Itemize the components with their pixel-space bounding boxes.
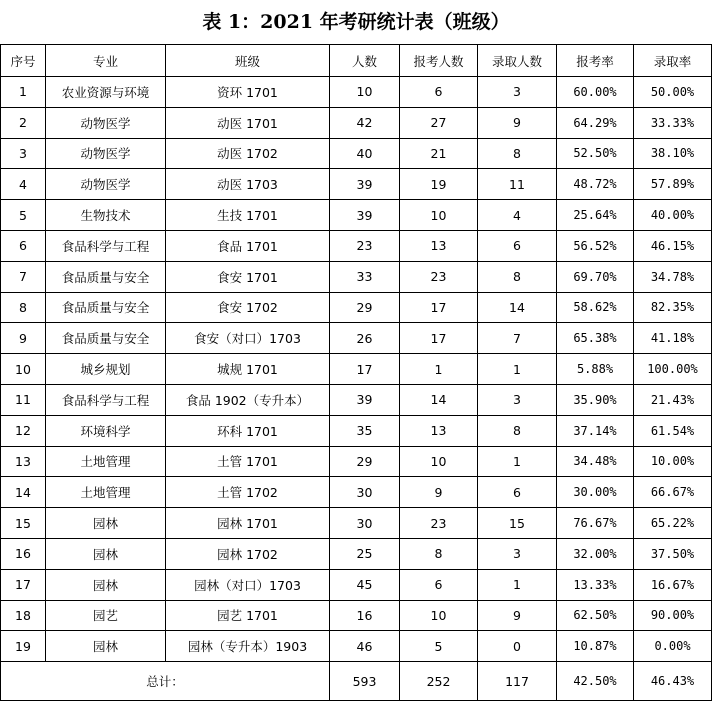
people-cell: 17 xyxy=(330,354,400,385)
table-row xyxy=(1,415,712,446)
applied-cell: 21 xyxy=(400,138,478,169)
table-row xyxy=(1,138,712,169)
admit-rate-cell: 57.89% xyxy=(634,169,712,200)
applied-cell: 17 xyxy=(400,292,478,323)
admit-rate-cell: 82.35% xyxy=(634,292,712,323)
table-row xyxy=(1,538,712,569)
applied-cell: 9 xyxy=(400,477,478,508)
people-cell: 29 xyxy=(330,292,400,323)
table-row xyxy=(1,323,712,354)
header-cell: 报考人数 xyxy=(400,45,478,77)
major-cell: 动物医学 xyxy=(46,107,166,138)
total-admit-rate: 46.43% xyxy=(634,662,712,701)
major-cell: 园林 xyxy=(46,569,166,600)
class-cell: 动医 1703 xyxy=(166,169,330,200)
class-cell: 食安 1701 xyxy=(166,261,330,292)
row-index: 19 xyxy=(1,631,46,662)
people-cell: 16 xyxy=(330,600,400,631)
table-row xyxy=(1,292,712,323)
major-cell: 食品质量与安全 xyxy=(46,323,166,354)
header-cell: 录取人数 xyxy=(478,45,557,77)
admit-rate-cell: 37.50% xyxy=(634,538,712,569)
major-cell: 土地管理 xyxy=(46,477,166,508)
apply-rate-cell: 25.64% xyxy=(557,200,634,231)
admit-rate-cell: 41.18% xyxy=(634,323,712,354)
row-index: 10 xyxy=(1,354,46,385)
applied-cell: 5 xyxy=(400,631,478,662)
apply-rate-cell: 37.14% xyxy=(557,415,634,446)
people-cell: 42 xyxy=(330,107,400,138)
table-row xyxy=(1,77,712,108)
applied-cell: 27 xyxy=(400,107,478,138)
class-cell: 城规 1701 xyxy=(166,354,330,385)
row-index: 18 xyxy=(1,600,46,631)
major-cell: 动物医学 xyxy=(46,138,166,169)
apply-rate-cell: 35.90% xyxy=(557,384,634,415)
admit-rate-cell: 10.00% xyxy=(634,446,712,477)
people-cell: 30 xyxy=(330,508,400,539)
applied-cell: 13 xyxy=(400,415,478,446)
people-cell: 25 xyxy=(330,538,400,569)
people-cell: 10 xyxy=(330,77,400,108)
table-row xyxy=(1,508,712,539)
people-cell: 46 xyxy=(330,631,400,662)
admit-rate-cell: 21.43% xyxy=(634,384,712,415)
row-index: 6 xyxy=(1,230,46,261)
row-index: 13 xyxy=(1,446,46,477)
people-cell: 40 xyxy=(330,138,400,169)
class-cell: 食品 1701 xyxy=(166,230,330,261)
major-cell: 食品质量与安全 xyxy=(46,292,166,323)
applied-cell: 10 xyxy=(400,600,478,631)
major-cell: 农业资源与环境 xyxy=(46,77,166,108)
header-row xyxy=(1,45,712,77)
apply-rate-cell: 52.50% xyxy=(557,138,634,169)
table-row xyxy=(1,600,712,631)
total-label: 总计： xyxy=(1,662,330,701)
applied-cell: 8 xyxy=(400,538,478,569)
row-index: 7 xyxy=(1,261,46,292)
applied-cell: 23 xyxy=(400,508,478,539)
total-applied: 252 xyxy=(400,662,478,701)
major-cell: 食品科学与工程 xyxy=(46,230,166,261)
admit-rate-cell: 90.00% xyxy=(634,600,712,631)
admitted-cell: 4 xyxy=(478,200,557,231)
row-index: 5 xyxy=(1,200,46,231)
row-index: 11 xyxy=(1,384,46,415)
row-index: 8 xyxy=(1,292,46,323)
applied-cell: 19 xyxy=(400,169,478,200)
major-cell: 动物医学 xyxy=(46,169,166,200)
admit-rate-cell: 40.00% xyxy=(634,200,712,231)
major-cell: 生物技术 xyxy=(46,200,166,231)
total-row xyxy=(1,662,712,701)
apply-rate-cell: 60.00% xyxy=(557,77,634,108)
admitted-cell: 3 xyxy=(478,77,557,108)
table-row xyxy=(1,569,712,600)
row-index: 1 xyxy=(1,77,46,108)
major-cell: 土地管理 xyxy=(46,446,166,477)
table-row xyxy=(1,107,712,138)
admitted-cell: 6 xyxy=(478,230,557,261)
major-cell: 食品质量与安全 xyxy=(46,261,166,292)
people-cell: 39 xyxy=(330,169,400,200)
table-row xyxy=(1,446,712,477)
admitted-cell: 1 xyxy=(478,446,557,477)
admitted-cell: 15 xyxy=(478,508,557,539)
major-cell: 园林 xyxy=(46,508,166,539)
header-cell: 录取率 xyxy=(634,45,712,77)
applied-cell: 10 xyxy=(400,446,478,477)
major-cell: 城乡规划 xyxy=(46,354,166,385)
row-index: 12 xyxy=(1,415,46,446)
total-people: 593 xyxy=(330,662,400,701)
table-body xyxy=(1,77,712,662)
row-index: 14 xyxy=(1,477,46,508)
admitted-cell: 11 xyxy=(478,169,557,200)
applied-cell: 17 xyxy=(400,323,478,354)
header-cell: 班级 xyxy=(166,45,330,77)
table-row xyxy=(1,354,712,385)
total-apply-rate: 42.50% xyxy=(557,662,634,701)
admit-rate-cell: 66.67% xyxy=(634,477,712,508)
admit-rate-cell: 61.54% xyxy=(634,415,712,446)
major-cell: 园艺 xyxy=(46,600,166,631)
admitted-cell: 1 xyxy=(478,354,557,385)
table-title: 表 1：2021 年考研统计表（班级） xyxy=(202,11,510,33)
applied-cell: 1 xyxy=(400,354,478,385)
admitted-cell: 9 xyxy=(478,600,557,631)
class-cell: 动医 1701 xyxy=(166,107,330,138)
applied-cell: 6 xyxy=(400,77,478,108)
table-row xyxy=(1,230,712,261)
admit-rate-cell: 65.22% xyxy=(634,508,712,539)
row-index: 2 xyxy=(1,107,46,138)
admit-rate-cell: 0.00% xyxy=(634,631,712,662)
row-index: 3 xyxy=(1,138,46,169)
apply-rate-cell: 56.52% xyxy=(557,230,634,261)
admitted-cell: 3 xyxy=(478,384,557,415)
class-cell: 园林 1701 xyxy=(166,508,330,539)
admitted-cell: 8 xyxy=(478,138,557,169)
table-row xyxy=(1,169,712,200)
admit-rate-cell: 33.33% xyxy=(634,107,712,138)
apply-rate-cell: 13.33% xyxy=(557,569,634,600)
admitted-cell: 8 xyxy=(478,261,557,292)
admitted-cell: 0 xyxy=(478,631,557,662)
table-row xyxy=(1,261,712,292)
row-index: 16 xyxy=(1,538,46,569)
people-cell: 39 xyxy=(330,200,400,231)
row-index: 4 xyxy=(1,169,46,200)
people-cell: 33 xyxy=(330,261,400,292)
class-cell: 环科 1701 xyxy=(166,415,330,446)
class-cell: 园艺 1701 xyxy=(166,600,330,631)
class-cell: 园林（对口）1703 xyxy=(166,569,330,600)
people-cell: 26 xyxy=(330,323,400,354)
people-cell: 23 xyxy=(330,230,400,261)
total-admitted: 117 xyxy=(478,662,557,701)
applied-cell: 14 xyxy=(400,384,478,415)
class-cell: 食安（对口）1703 xyxy=(166,323,330,354)
major-cell: 食品科学与工程 xyxy=(46,384,166,415)
applied-cell: 13 xyxy=(400,230,478,261)
class-cell: 资环 1701 xyxy=(166,77,330,108)
header-cell: 序号 xyxy=(1,45,46,77)
header-cell: 报考率 xyxy=(557,45,634,77)
apply-rate-cell: 34.48% xyxy=(557,446,634,477)
apply-rate-cell: 5.88% xyxy=(557,354,634,385)
major-cell: 环境科学 xyxy=(46,415,166,446)
class-cell: 动医 1702 xyxy=(166,138,330,169)
apply-rate-cell: 65.38% xyxy=(557,323,634,354)
major-cell: 园林 xyxy=(46,538,166,569)
row-index: 15 xyxy=(1,508,46,539)
admitted-cell: 14 xyxy=(478,292,557,323)
people-cell: 39 xyxy=(330,384,400,415)
class-cell: 土管 1702 xyxy=(166,477,330,508)
apply-rate-cell: 30.00% xyxy=(557,477,634,508)
admit-rate-cell: 38.10% xyxy=(634,138,712,169)
admitted-cell: 9 xyxy=(478,107,557,138)
class-cell: 食品 1902（专升本） xyxy=(166,384,330,415)
admitted-cell: 8 xyxy=(478,415,557,446)
applied-cell: 10 xyxy=(400,200,478,231)
admit-rate-cell: 16.67% xyxy=(634,569,712,600)
table-row xyxy=(1,477,712,508)
people-cell: 29 xyxy=(330,446,400,477)
major-cell: 园林 xyxy=(46,631,166,662)
admit-rate-cell: 46.15% xyxy=(634,230,712,261)
class-cell: 土管 1701 xyxy=(166,446,330,477)
class-cell: 食安 1702 xyxy=(166,292,330,323)
admitted-cell: 6 xyxy=(478,477,557,508)
row-index: 9 xyxy=(1,323,46,354)
people-cell: 30 xyxy=(330,477,400,508)
apply-rate-cell: 76.67% xyxy=(557,508,634,539)
apply-rate-cell: 10.87% xyxy=(557,631,634,662)
applied-cell: 6 xyxy=(400,569,478,600)
admitted-cell: 1 xyxy=(478,569,557,600)
header-cell: 专业 xyxy=(46,45,166,77)
table-row xyxy=(1,631,712,662)
admitted-cell: 3 xyxy=(478,538,557,569)
applied-cell: 23 xyxy=(400,261,478,292)
apply-rate-cell: 48.72% xyxy=(557,169,634,200)
apply-rate-cell: 32.00% xyxy=(557,538,634,569)
table-row xyxy=(1,200,712,231)
admit-rate-cell: 34.78% xyxy=(634,261,712,292)
people-cell: 45 xyxy=(330,569,400,600)
admit-rate-cell: 50.00% xyxy=(634,77,712,108)
row-index: 17 xyxy=(1,569,46,600)
apply-rate-cell: 62.50% xyxy=(557,600,634,631)
people-cell: 35 xyxy=(330,415,400,446)
class-cell: 园林 1702 xyxy=(166,538,330,569)
admit-rate-cell: 100.00% xyxy=(634,354,712,385)
stats-table xyxy=(0,44,712,701)
apply-rate-cell: 64.29% xyxy=(557,107,634,138)
header-cell: 人数 xyxy=(330,45,400,77)
admitted-cell: 7 xyxy=(478,323,557,354)
apply-rate-cell: 69.70% xyxy=(557,261,634,292)
class-cell: 生技 1701 xyxy=(166,200,330,231)
apply-rate-cell: 58.62% xyxy=(557,292,634,323)
table-row xyxy=(1,384,712,415)
class-cell: 园林（专升本）1903 xyxy=(166,631,330,662)
